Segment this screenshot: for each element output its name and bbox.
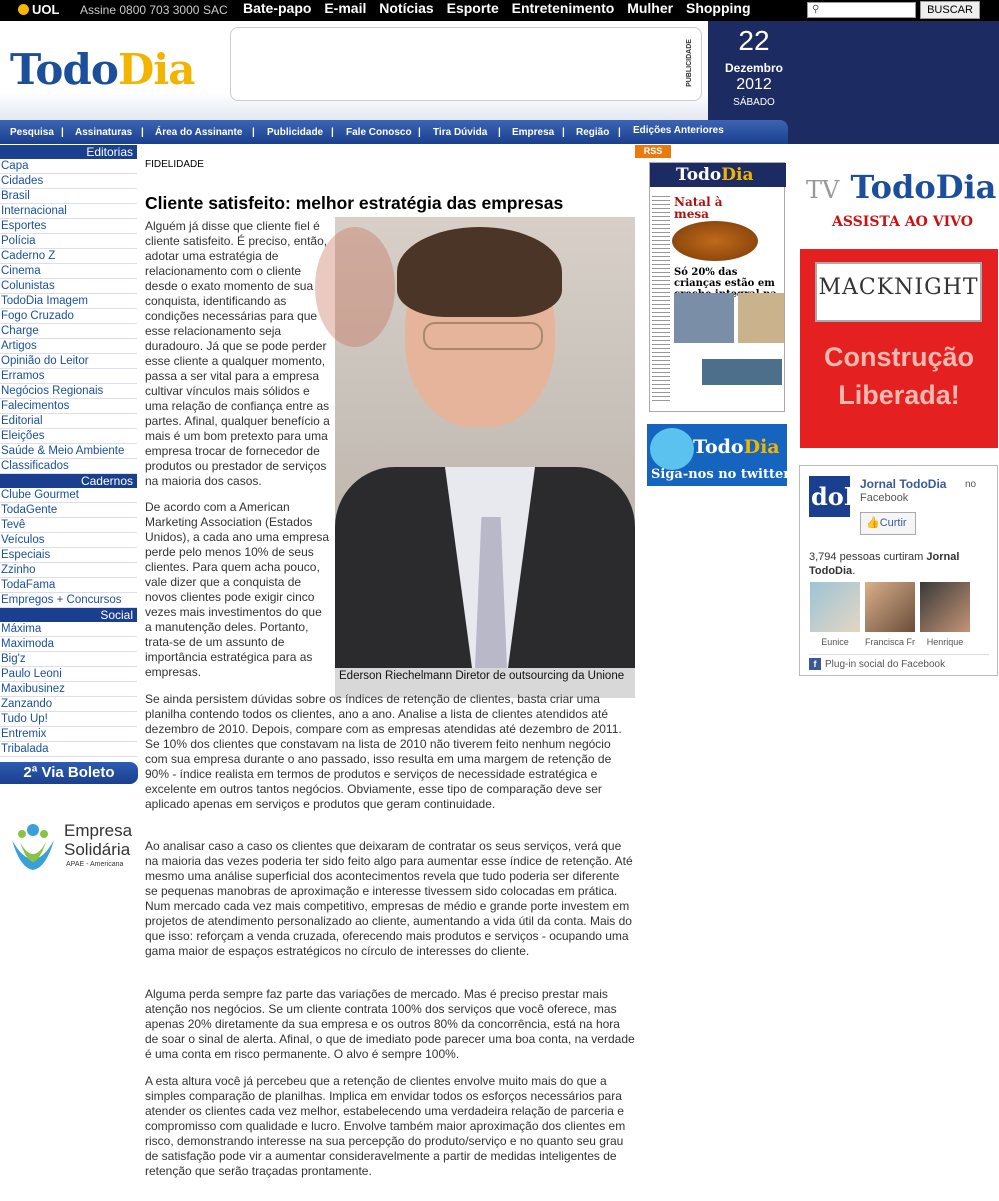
publicidade-label: PUBLICIDADE — [686, 39, 693, 87]
cover-headline-2: Só 20% das crianças estão em — [674, 267, 775, 289]
editorias-item[interactable]: Capa — [0, 159, 137, 174]
editorias-item[interactable]: Colunistas — [0, 279, 137, 294]
article-title: Cliente satisfeito: melhor estratégia das empresas — [145, 193, 564, 213]
cadernos-item[interactable]: Tevê — [0, 518, 137, 533]
fb-fan-avatar[interactable] — [810, 582, 860, 632]
twitter-bird-icon — [650, 428, 694, 470]
editorias-item[interactable]: Editorial — [0, 414, 137, 429]
ad-line-2: Liberada! — [838, 380, 960, 410]
date-month: Dezembro — [724, 61, 783, 75]
article-paragraph-6: A esta altura você já percebeu que a retenção de clientes envolve muito mais do que a simples comparação de planilhas. Implica em envidar todos os esforços necessários para atender os clientes cada vez melhor, estabelecendo uma verdadeira relação de parceria e compromisso com qualidade e lucro. Envolve também maior aproximação dos clientes em risco, demonstrando interesse na sua percepção do produto/serviço e no quanto seu grau de satisfação pode vir a aumentar consideravelmente a partir de medidas inteligentes de retenção que serão traçadas prontamente. — [145, 1074, 626, 1178]
twitter-banner-logo: TodoDia — [693, 436, 780, 458]
cadernos-item[interactable]: Empregos + Concursos — [0, 593, 137, 608]
cadernos-heading: Cadernos — [0, 474, 137, 488]
boleto-button[interactable]: 2ª Via Boleto — [0, 762, 138, 784]
fb-fan-avatar[interactable] — [920, 582, 970, 632]
apae-label: APAE - Americana — [66, 861, 124, 868]
empresa-solidaria-logo — [6, 818, 60, 872]
social-list — [0, 622, 137, 757]
editorias-item[interactable]: Negócios Regionais — [0, 384, 137, 399]
article-paragraph-2: De acordo com a American Marketing Association (Estados Unidos), a cada ano uma empresa perde pelo menos 10% de seus clientes. Para quem acha pouco, vale dizer que a conquista de novos clientes pode exigir cinco vezes mais investimentos do que a manutenção deles. Portanto, trata-se de um assunto de importância estratégica para as empresas. — [145, 500, 330, 679]
assine-link[interactable]: Assine 0800 703 3000 — [80, 3, 200, 17]
cover-masthead: TodoDia — [650, 163, 786, 187]
nav-esporte[interactable]: Esporte — [446, 0, 499, 16]
editorias-item[interactable]: Opinião do Leitor — [0, 354, 137, 369]
nav-publicidade[interactable]: Publicidade — [267, 127, 324, 138]
uol-nav — [243, 0, 760, 16]
nav-regiao[interactable]: Região — [576, 127, 610, 138]
ad-banner-slot[interactable] — [230, 27, 702, 101]
date-day: 22 — [738, 25, 770, 56]
cover-photo-2 — [674, 293, 734, 343]
social-item[interactable]: Zanzando — [0, 697, 137, 712]
social-item[interactable]: Maxibusinez — [0, 682, 137, 697]
social-item[interactable]: Tribalada — [0, 742, 137, 757]
cadernos-list — [0, 488, 137, 608]
editorias-item[interactable]: Eleições — [0, 429, 137, 444]
cadernos-item[interactable]: Especiais — [0, 548, 137, 563]
nav-email[interactable]: E-mail — [324, 0, 367, 16]
nav-mulher[interactable]: Mulher — [627, 0, 674, 16]
editorias-item[interactable]: Cinema — [0, 264, 137, 279]
fb-like-count: 3,794 pessoas curtiram Jornal TodoDia. — [809, 551, 960, 577]
ad-line-1: Construção — [823, 342, 975, 372]
uol-topbar — [0, 0, 999, 21]
main-nav: Pesquisa | Assinaturas | Área do Assinante | Publicidade | Fale Conosco | Tira Dúvida | Empresa | Região | Edições Anteriores — [0, 120, 788, 144]
article-section: FIDELIDADE — [145, 159, 204, 170]
nav-fale-conosco[interactable]: Fale Conosco — [346, 127, 412, 138]
rss-button[interactable]: RSS — [635, 145, 671, 158]
date-weekday: SÁBADO — [733, 97, 775, 108]
uol-logo[interactable]: UOL — [18, 2, 59, 17]
empresa-title: Empresa — [64, 821, 133, 840]
editorias-item[interactable]: Caderno Z — [0, 249, 137, 264]
nav-assinaturas[interactable]: Assinaturas — [75, 127, 133, 138]
search-icon: ⚲ — [812, 4, 820, 15]
social-heading: Social — [0, 608, 137, 622]
search-button[interactable]: BUSCAR — [920, 1, 980, 19]
editorias-item[interactable]: Erramos — [0, 369, 137, 384]
fb-plugin-footer: f Plug-in social do Facebook — [809, 654, 989, 670]
cadernos-item[interactable]: Veículos — [0, 533, 137, 548]
thumbs-up-icon: 👍 — [866, 517, 880, 529]
editorias-list — [0, 159, 137, 474]
social-item[interactable]: Entremix — [0, 727, 137, 742]
social-item[interactable]: Tudo Up! — [0, 712, 137, 727]
cover-photo-3 — [738, 293, 784, 343]
fb-no-label: no — [965, 479, 977, 490]
cover-food-photo — [672, 221, 758, 261]
assista-ao-vivo-link[interactable]: ASSISTA AO VIVO — [832, 214, 973, 230]
article-paragraph-3: Se ainda persistem dúvidas sobre os índices de retenção de clientes, basta criar uma planilha contendo todos os clientes, ano a ano. Analise a lista de clientes atendidos até dezembro de 2010. Depois, compare com as empresas atendidas até dezembro de 2011. Se 10% dos clientes que constavam na lista de 2010 não tiverem feito nenhum negócio com sua empresa durante o ano passado, isso resulta em uma margem de retenção de 90% - índice realista em termos de produtos e serviços de necessidade estratégica e excelente em outros tantos negócios. Obviamente, esse tipo de comparação deve ser aplicado apenas em serviços e produtos que geram continuidade. — [145, 692, 622, 811]
twitter-banner-text: Siga-nos no twitter — [651, 467, 791, 482]
photo-caption: Ederson Riechelmann Diretor de outsourcing da Unione — [335, 668, 635, 698]
fb-like-button[interactable]: 👍Curtir — [860, 512, 916, 535]
nav-empresa[interactable]: Empresa — [512, 127, 555, 138]
fb-fan-name[interactable]: Francisca Fr — [864, 637, 915, 647]
nav-bate-papo[interactable]: Bate-papo — [243, 0, 312, 16]
nav-edicoes-anteriores[interactable]: Edições Anteriores — [633, 125, 724, 136]
fb-fan-avatar[interactable] — [865, 582, 915, 632]
fb-page-name[interactable]: Jornal TodoDia — [860, 477, 947, 491]
nav-tira-duvida[interactable]: Tira Dúvida — [433, 127, 488, 138]
nav-shopping[interactable]: Shopping — [685, 0, 751, 16]
editorias-heading: Editorias — [0, 145, 137, 159]
tododia-logo[interactable]: TodoDia — [10, 45, 195, 94]
editorias-item[interactable]: Saúde & Meio Ambiente — [0, 444, 137, 459]
search-input[interactable] — [807, 2, 916, 18]
editorias-item[interactable]: TodoDia Imagem — [0, 294, 137, 309]
tv-tododia-logo[interactable]: TV TodoDia — [806, 168, 997, 206]
cadernos-item[interactable]: TodaFama — [0, 578, 137, 593]
nav-pesquisa[interactable]: Pesquisa — [10, 127, 54, 138]
editorias-item[interactable]: Polícia — [0, 234, 137, 249]
editorias-item[interactable]: Esportes — [0, 219, 137, 234]
date-year: 2012 — [736, 76, 772, 93]
editorias-item[interactable]: Falecimentos — [0, 399, 137, 414]
article-paragraph-4: Ao analisar caso a caso os clientes que deixaram de contratar os seus serviços, verá que na maioria das vezes poderia ter sido feito algo para aumentar esse índice de retenção. Até mesmo uma análise superficial dos acontecimentos revela que tudo poderia ser diferente se pequenas manobras de aproximação e interesse tivessem sido colocadas em prática. Num mercado cada vez mais competitivo, empresas de médio e grande porte investem em projetos de atendimento personalizado ao cliente, aumentando a vida útil da conta. Mais do que isso: reforçam a venda cruzada, oferecendo mais produtos e serviços - ocupando uma gama maior de espaços estratégicos no círculo de interesses do cliente. — [145, 839, 633, 958]
cadernos-item[interactable]: Clube Gourmet — [0, 488, 137, 503]
fb-fan-name[interactable]: Henrique — [926, 637, 964, 647]
facebook-icon: f — [809, 658, 821, 670]
fb-fan-name[interactable]: Eunice — [821, 637, 849, 647]
social-item[interactable]: Maximoda — [0, 637, 137, 652]
macknight-brand: MACKNIGHT — [818, 275, 979, 300]
fb-page-avatar[interactable]: doD — [809, 476, 850, 517]
uol-dot-icon — [18, 4, 29, 15]
editorias-item[interactable]: Cidades — [0, 174, 137, 189]
nav-noticias[interactable]: Notícias — [379, 0, 434, 16]
nav-area-assinante[interactable]: Área do Assinante — [155, 127, 243, 138]
left-sidebar — [0, 145, 137, 757]
article-paragraph-1: Alguém já disse que cliente fiel é cliente satisfeito. É preciso, então, adotar uma estratégia de relacionamento com o cliente desde o exato momento de sua conquista, identificando as condições necessárias para que esse relacionamento seja duradouro. Já que se pode perder esse cliente a qualquer momento, passa a ser vital para a empresa cultivar vínculos mais sólidos e uma relação de confiança entre as partes. Afinal, qualquer benefício a mais é um bom pretexto para uma empresa trocar de fornecedor de produtos ou prestador de serviços na maioria dos casos. — [145, 219, 330, 488]
cadernos-item[interactable]: Zzinho — [0, 563, 137, 578]
article-paragraph-5: Alguma perda sempre faz parte das variações de mercado. Mas é preciso prestar mais atenção nos negócios. Se um cliente contrata 100% dos serviços que você oferece, mas apenas 20% diretamente da sua empresa e os outros 80% da concorrência, está na hora de soar o sinal de alerta. Afinal, o que de imediato pode parecer uma boa conta, na verdade é uma conta em risco permanente. O alvo é sempre 100%. — [145, 987, 635, 1061]
editorias-item[interactable]: Artigos — [0, 339, 137, 354]
editorias-item[interactable]: Internacional — [0, 204, 137, 219]
sac-link[interactable]: SAC — [203, 3, 228, 17]
editorias-item[interactable]: Fogo Cruzado — [0, 309, 137, 324]
nav-entretenimento[interactable]: Entretenimento — [511, 0, 615, 16]
empresa-solidaria-banner[interactable] — [6, 816, 138, 876]
editorias-item[interactable]: Brasil — [0, 189, 137, 204]
social-item[interactable]: Máxima — [0, 622, 137, 637]
cover-headline: Natal à mesa — [674, 195, 723, 221]
newspaper-cover[interactable] — [649, 162, 785, 412]
fb-facebook-label: Facebook — [860, 492, 909, 504]
editorias-item[interactable]: Classificados — [0, 459, 137, 474]
solidaria-title: Solidária — [64, 840, 131, 859]
editorias-item[interactable]: Charge — [0, 324, 137, 339]
social-item[interactable]: Big'z — [0, 652, 137, 667]
article-photo — [335, 217, 635, 668]
cover-photo-4 — [702, 359, 782, 385]
social-item[interactable]: Paulo Leoni — [0, 667, 137, 682]
cadernos-item[interactable]: TodaGente — [0, 503, 137, 518]
